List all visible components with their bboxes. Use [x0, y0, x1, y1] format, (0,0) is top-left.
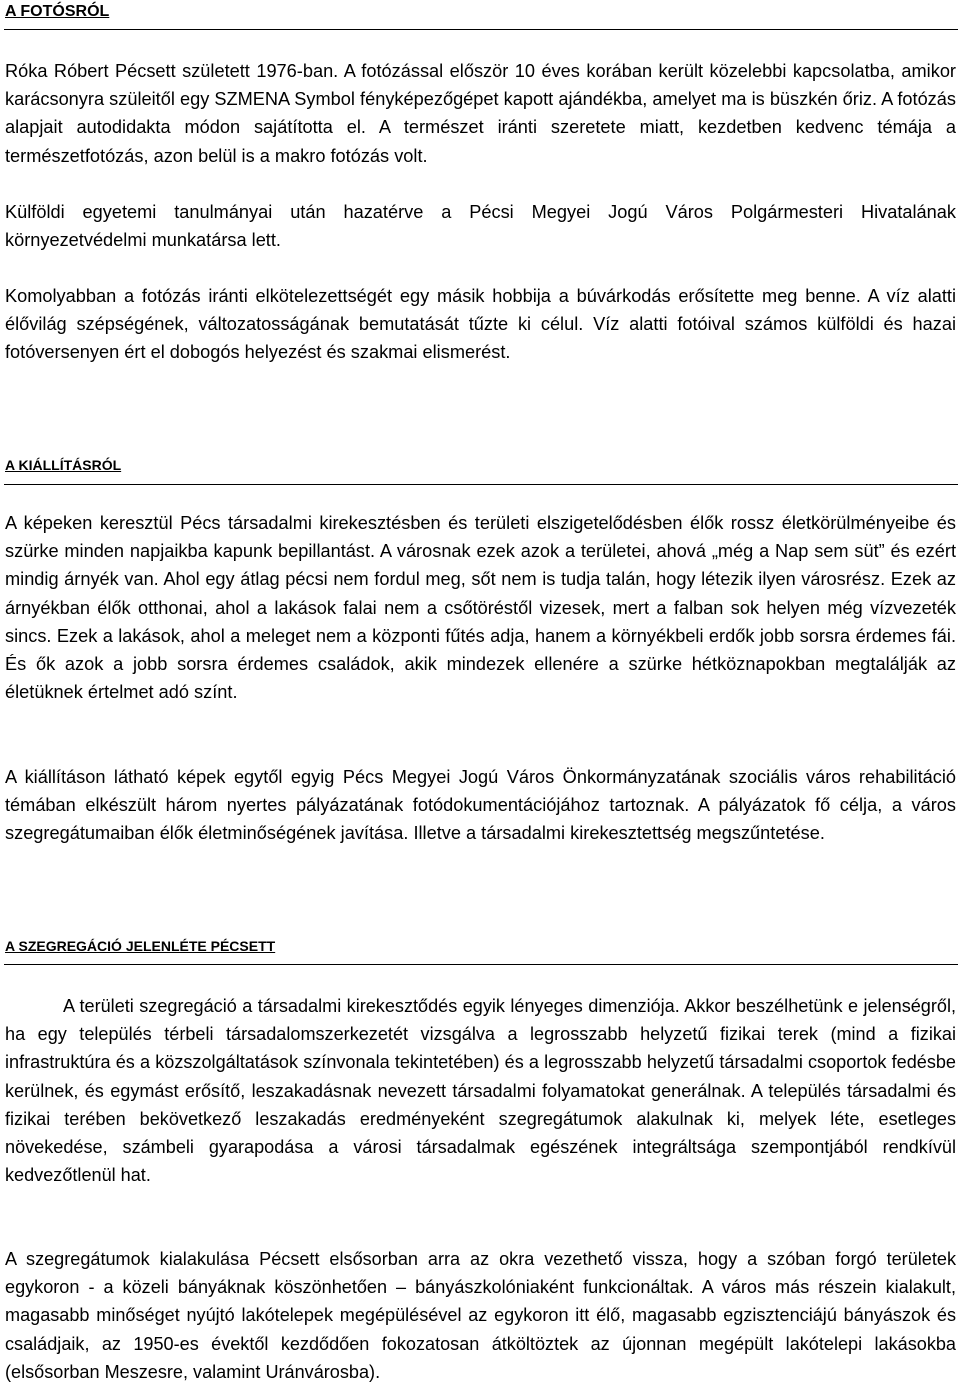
paragraph-text: A területi szegregáció a társadalmi kirekesztődés egyik lényeges dimenziója. Akkor beszélhetünk e jelenségről, ha egy település térbeli társadalomszerkezetét vizsgálva a legrosszabb helyzetű fizikai terek (mind a fizikai infrastruktúra és a közszolgáltatások színvonala tekintetében) és a legrosszabb helyzetű társadalmi csoportok fedésbe kerülnek, és egymást erősítő, leszakadásnak nevezett társadalmi folyamatokat generálnak. A település társadalmi és fizikai terében bekövetkező leszakadás eredményeként szegregátumok alakulnak ki, melyek léte, esetleges növekedése, számbeli gyarapodása a városi társadalmak egészének integráltsága szempontjából rendkívül kedvezőtlenül hat.	[5, 996, 956, 1186]
paragraph: Róka Róbert Pécsett született 1976-ban. A fotózással először 10 éves korában került közelebbi kapcsolatba, amikor karácsonyra szüleitől egy SZMENA Symbol fényképezőgépet kapott ajándékba, amelyet ma is büszkén őriz. A fotózás alapjait autodidakta módon sajátította el. A természet iránti szeretete miatt, kezdetben kedvenc témája a természetfotózás, azon belül is a makro fotózás volt.	[5, 61, 956, 166]
section-heading-photographer: A FOTÓSRÓL	[5, 3, 110, 20]
paragraph: A szegregátumok kialakulása Pécsett elsősorban arra az okra vezethető vissza, hogy a szóban forgó területek egykoron - a közeli bányáknak köszönhetően – bányászkolóniaként funkcionáltak. A város más részein kialakult, magasabb minőséget nyújtó lakótelepek megépülésével az egykoron itt élő, magasabb egzisztenciájú bányászok és családjaik, az 1950-es évektől kezdődően fokozatosan átköltöztek az újonnan megépült lakótelepi lakásokba (elsősorban Meszesre, valamint Uránvárosba).	[5, 1249, 956, 1382]
section-divider	[4, 29, 958, 30]
paragraph: Külföldi egyetemi tanulmányai után hazatérve a Pécsi Megyei Jogú Város Polgármesteri Hivatalának környezetvédelmi munkatársa lett.	[5, 202, 956, 251]
paragraph: Komolyabban a fotózás iránti elkötelezettségét egy másik hobbija a búvárkodás erősítette meg benne. A víz alatti élővilág szépségének, változatosságának bemutatását tűzte ki célul. Víz alatti fotóival számos külföldi és hazai fotóversenyen ért el dobogós helyezést és szakmai elismerést.	[5, 286, 956, 363]
section-heading-segregation: A SZEGREGÁCIÓ JELENLÉTE PÉCSETT	[5, 938, 276, 954]
paragraph: A képeken keresztül Pécs társadalmi kirekesztésben és területi elszigetelődésben élők rossz életkörülményeibe és szürke minden napjaikba kapunk bepillantást. A városnak ezek azok a területei, ahová „még a Nap sem süt” és ezért mindig árnyék van. Ahol egy átlag pécsi nem fordul meg, sőt nem is tudja talán, hogy létezik ilyen városrész. Ezek az árnyékban élők otthonai, ahol a lakások falai nem a csőtöréstől vizesek, mert a falban sok helyen még vízvezeték sincs. Ezek a lakások, ahol a meleget nem a központi fűtés adja, hanem a környékbeli erdők jobb sorsra érdemes fái. És ők azok a jobb sorsra érdemes családok, akik mindezek ellenére a szürke hétköznapokban megtalálják az életüknek értelmet adó színt.	[5, 513, 956, 703]
section-divider	[4, 484, 958, 485]
paragraph: A kiállításon látható képek egytől egyig Pécs Megyei Jogú Város Önkormányzatának szociális város rehabilitáció témában elkészült három nyertes pályázatának fotódokumentációjához tartoznak. A pályázatok fő célja, a város szegregátumaiban élők életminőségének javítása. Illetve a társadalmi kirekesztettség megszűntetése.	[5, 767, 956, 844]
section-divider	[4, 964, 958, 965]
section-heading-exhibition: A KIÁLLÍTÁSRÓL	[5, 457, 122, 473]
paragraph	[5, 992, 956, 1189]
